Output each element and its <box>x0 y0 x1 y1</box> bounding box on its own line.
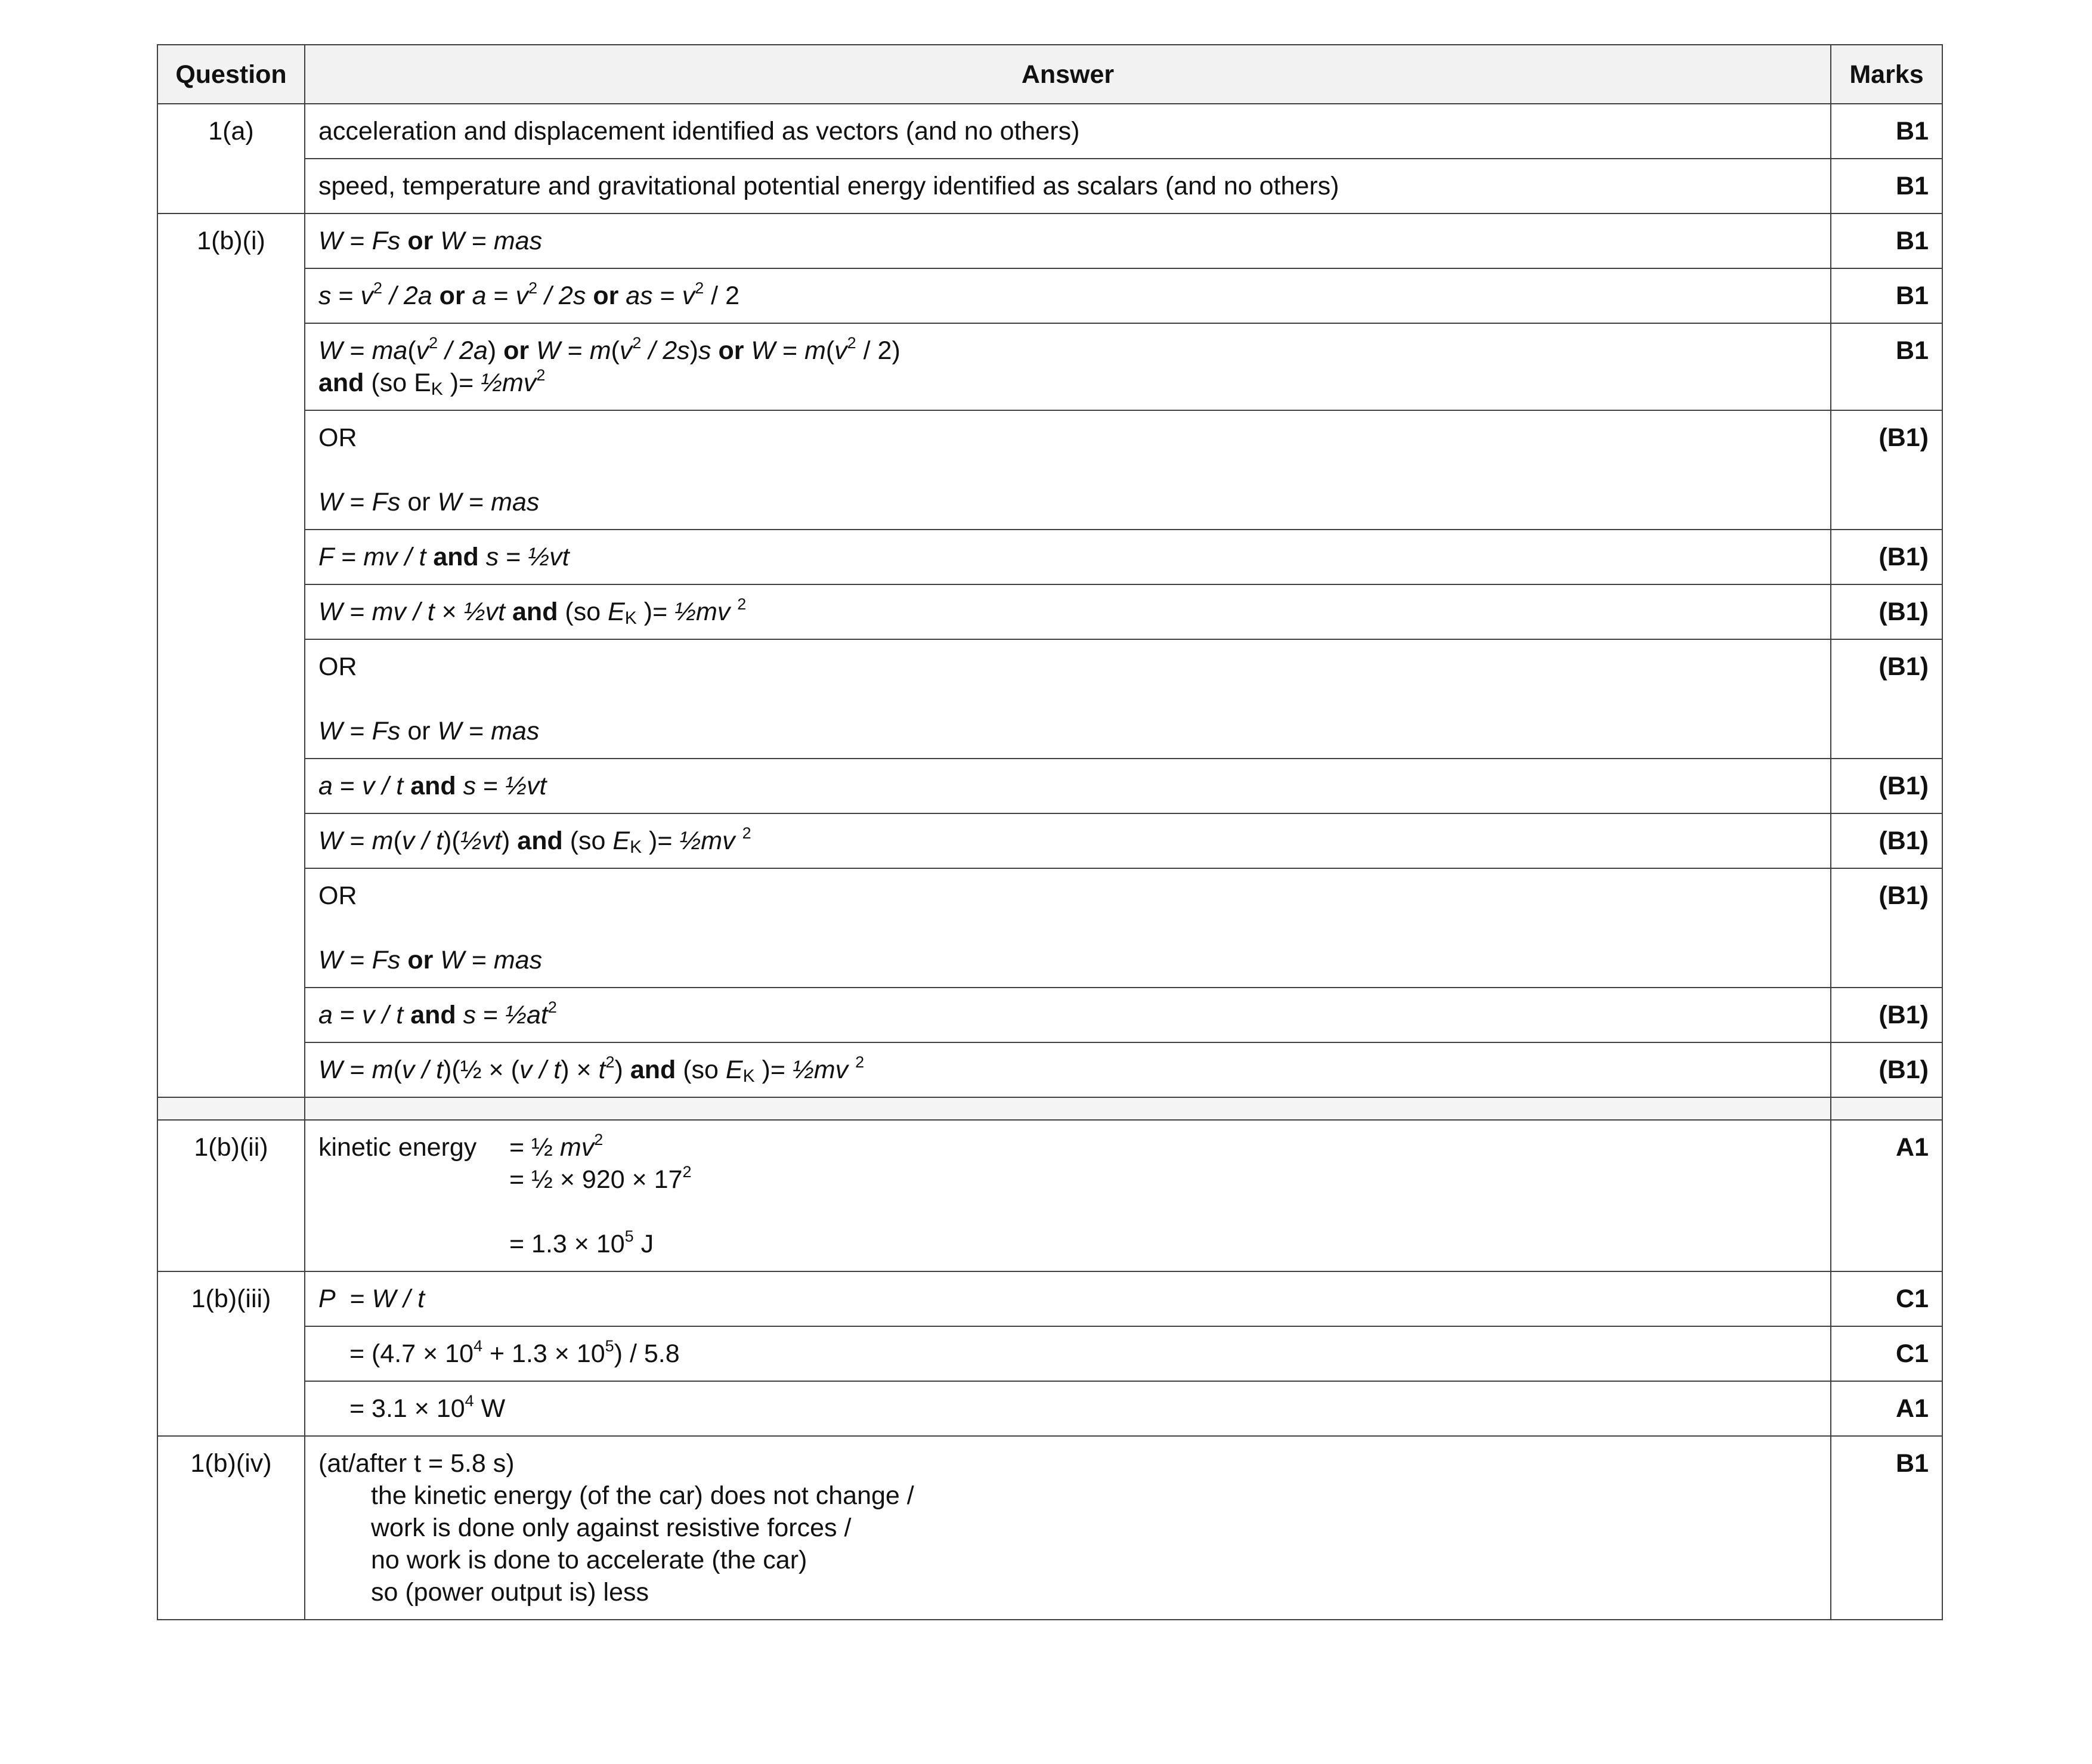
question-number: 1(b)(iii) <box>157 1271 305 1436</box>
answer-cell: speed, temperature and gravitational potential energy identified as scalars (and no others) <box>305 159 1831 213</box>
question-number: 1(b)(ii) <box>157 1120 305 1271</box>
mark-cell: A1 <box>1831 1120 1942 1271</box>
question-header: Question <box>157 45 305 104</box>
answer-cell: acceleration and displacement identified as vectors (and no others) <box>305 104 1831 159</box>
mark-cell: (B1) <box>1831 759 1942 813</box>
answer-cell: F = mv / t and s = ½vt <box>305 530 1831 584</box>
answer-cell: a = v / t and s = ½vt <box>305 759 1831 813</box>
ke-label: kinetic energy <box>318 1133 477 1162</box>
answer-cell: W = mv / t × ½vt and (so $E_K$ )= ½mv $^2$ <box>305 584 1831 639</box>
answer-cell: a = v / t and $s = \frac{1}{2}at^2$ <box>305 988 1831 1042</box>
table-row <box>157 213 1942 268</box>
table-row <box>157 868 1942 988</box>
mark-cell: (B1) <box>1831 530 1942 584</box>
mark-cell: B1 <box>1831 268 1942 323</box>
answer-header: Answer <box>305 45 1831 104</box>
answer-cell: W = m(v / t)(½vt) and (so $E_K$ )= ½mv $^2$ <box>305 813 1831 868</box>
table-row <box>157 268 1942 323</box>
mark-cell: (B1) <box>1831 868 1942 988</box>
table-row <box>157 323 1942 410</box>
answer-cell: OR W = Fs or W = mas <box>305 410 1831 530</box>
table-row <box>157 1381 1942 1436</box>
table-row <box>157 639 1942 759</box>
answer-cell: (at/after t = 5.8 s) the kinetic energy (of the car) does not change / work is done only against resistive forces / no work is done to accelerate (the car) so (power output is) less <box>305 1436 1831 1620</box>
question-number: 1(b)(iv) <box>157 1436 305 1620</box>
mark-cell: A1 <box>1831 1381 1942 1436</box>
separator-cell <box>1831 1097 1942 1120</box>
row-separator <box>157 1097 1942 1120</box>
header-row <box>157 45 1942 104</box>
table-row <box>157 584 1942 639</box>
answer-cell: W = m(v / t)(½ × $(v / t) \times t^2$) and (so $E_K$ )= ½mv $^2$ <box>305 1042 1831 1097</box>
table-row <box>157 104 1942 159</box>
mark-cell: B1 <box>1831 104 1942 159</box>
separator-cell <box>157 1097 305 1120</box>
mark-scheme-table <box>157 44 1943 1620</box>
answer-cell: = $3.1 \times 10^4$ W <box>305 1381 1831 1436</box>
answer-cell: = $(4.7 \times 10^4 + 1.3 \times 10^5) / 5.8$ <box>305 1326 1831 1381</box>
answer-cell: $W = ma(v^2 / 2a)$ or $W = m(v^2 / 2s)s$ or $W = m(v^2 / 2)$ and (so $E_K$ )= $\frac{1}{2}mv^2$ <box>305 323 1831 410</box>
question-number: 1(b)(i) <box>157 213 305 1097</box>
answer-cell: OR W = Fs or W = mas <box>305 868 1831 988</box>
table-row <box>157 530 1942 584</box>
mark-cell: (B1) <box>1831 639 1942 759</box>
answer-cell: $s = v^2 / 2a$ or $a = v^2 / 2s$ or as = $v^2 / 2$ <box>305 268 1831 323</box>
answer-cell <box>305 1120 1831 1271</box>
marks-header: Marks <box>1831 45 1942 104</box>
table-row <box>157 813 1942 868</box>
separator-cell <box>305 1097 1831 1120</box>
answer-cell: P = W / t <box>305 1271 1831 1326</box>
table-row <box>157 1271 1942 1326</box>
mark-cell: B1 <box>1831 323 1942 410</box>
table-row <box>157 759 1942 813</box>
mark-cell: C1 <box>1831 1271 1942 1326</box>
mark-cell: (B1) <box>1831 410 1942 530</box>
table-row <box>157 1120 1942 1271</box>
mark-cell: B1 <box>1831 1436 1942 1620</box>
table-row <box>157 1042 1942 1097</box>
table-row <box>157 1326 1942 1381</box>
answer-cell: W = Fs or W = mas <box>305 213 1831 268</box>
mark-cell: (B1) <box>1831 584 1942 639</box>
table-row <box>157 988 1942 1042</box>
mark-cell: B1 <box>1831 213 1942 268</box>
table-row <box>157 410 1942 530</box>
table-row <box>157 159 1942 213</box>
mark-cell: (B1) <box>1831 813 1942 868</box>
kinetic-energy-working: kinetic energy = ½ $mv^2$ = ½ × $920 \times 17^2$ = $1.3 \times 10^5$ J <box>318 1131 692 1258</box>
question-number: 1(a) <box>157 104 305 213</box>
mark-cell: B1 <box>1831 159 1942 213</box>
mark-cell: C1 <box>1831 1326 1942 1381</box>
mark-cell: (B1) <box>1831 988 1942 1042</box>
answer-cell: OR W = Fs or W = mas <box>305 639 1831 759</box>
mark-cell: (B1) <box>1831 1042 1942 1097</box>
table-row <box>157 1436 1942 1620</box>
